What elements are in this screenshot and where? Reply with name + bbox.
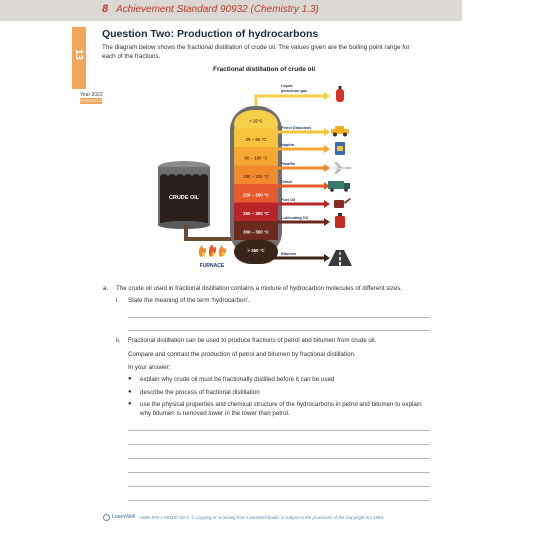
fraction-arrowhead [324,254,330,262]
fraction-icons [328,86,352,266]
fraction-temperature-label: 25 – 60 °C [245,136,267,142]
year-badge: WORKBOOK [80,98,105,103]
furnace-flames [199,244,226,257]
furnace-label: FURNACE [199,263,225,269]
part-ii-text: Fractional distillation can be used to produce fractions of petrol and bitumen from crude oil. [128,337,377,344]
fraction-product-label: Liquid petroleum gas [281,84,307,93]
bullet-item: describe the process of fractional distillation [140,389,260,396]
fraction-product-label: Lubricating Oil [281,216,308,220]
fraction-arrowhead [324,145,330,153]
fraction-temperature-label: 220 – 250 °C [243,192,269,198]
learnwell-logo-icon [103,514,110,521]
footer-brand: LearnWell [112,514,136,520]
page-number: 8 [102,3,109,15]
fraction-temperature-label: 60 – 180 °C [244,155,268,161]
crude-oil-label: CRUDE OIL [168,195,200,201]
fraction-temperature-label: 300 – 350 °C [243,229,269,235]
diagram-title: Fractional distillation of crude oil [213,66,316,73]
answer-line[interactable] [128,430,430,431]
side-tab-label: 13 [73,48,85,61]
fraction-product-label: Bitumen [281,252,297,256]
part-a-letter: a. [103,285,109,292]
fraction-temperature-label: 180 – 220 °C [243,173,269,179]
airplane-icon [328,162,352,174]
fraction-arrowhead [324,218,330,226]
answer-line[interactable] [128,330,430,331]
question-intro: The diagram below shows the fractional distillation of crude oil. The values given are the boiling point range for each of the fractions. [102,44,410,60]
fraction-temperature-label: 250 – 300 °C [243,210,269,216]
answer-line[interactable] [128,500,430,501]
bullet-icon: ● [128,376,132,382]
side-tab [72,27,86,89]
part-i-text: State the meaning of the term 'hydrocarbon'. [128,297,250,304]
answer-line[interactable] [128,317,430,318]
fraction-product-label: Paraffin [281,162,296,166]
year-label: Year 2022 [80,92,103,98]
oil-can-icon [334,198,351,208]
car-icon [331,126,349,137]
fraction-temperature-label: < 25°C [249,118,263,124]
truck-icon [328,181,350,192]
answer-line[interactable] [128,458,430,459]
part-a-text: The crude oil used in fractional distillation contains a mixture of hydrocarbon molecules of different sizes. [116,285,403,292]
gas-cylinder-icon [336,86,344,102]
crude-oil-tank [158,161,210,229]
answer-line[interactable] [128,444,430,445]
part-i-letter: i. [116,297,120,304]
chemical-can-icon [335,142,345,155]
road-icon [328,250,352,266]
standard-title: Achievement Standard 90932 (Chemistry 1.3) [116,4,319,15]
part-ii-answer-intro: In your answer: [128,364,171,371]
part-ii-letter: ii. [116,337,121,344]
distillation-diagram [150,76,380,276]
bullet-icon: ● [128,389,132,395]
fraction-temperature-label: > 350 °C [247,247,265,253]
fraction-arrowhead [324,92,330,100]
footer-copyright: ISBN 978-1-991137-02-2. © Copying or scanning from LearnWell books is subject to the provisions of the Copyright Act 1994. [140,515,385,520]
fraction-product-label: Fuel Oil [281,198,295,202]
part-ii-compare: Compare and contrast the production of petrol and bitumen by fractional distillation. [128,351,356,358]
fuel-can-icon [335,213,345,228]
bullet-icon: ● [128,401,132,407]
answer-line[interactable] [128,486,430,487]
fraction-arrowhead [324,200,330,208]
fraction-arrowhead [324,128,330,136]
question-title: Question Two: Production of hydrocarbons [102,28,319,40]
bullet-item: explain why crude oil must be fractionally distilled before it can be used [140,376,335,383]
fraction-product-label: Petrol (Gasoline) [281,126,312,130]
answer-line[interactable] [128,472,430,473]
page-header [0,0,462,21]
fraction-product-label: Naphta [281,143,294,147]
bullet-item: use the physical properties and chemical structure of the hydrocarbons in petrol and bitumen to explain why bitumen is removed lower in the tower than petrol. [140,401,422,417]
fraction-product-label: Diesel [281,180,293,184]
fraction-arrow [256,96,324,106]
